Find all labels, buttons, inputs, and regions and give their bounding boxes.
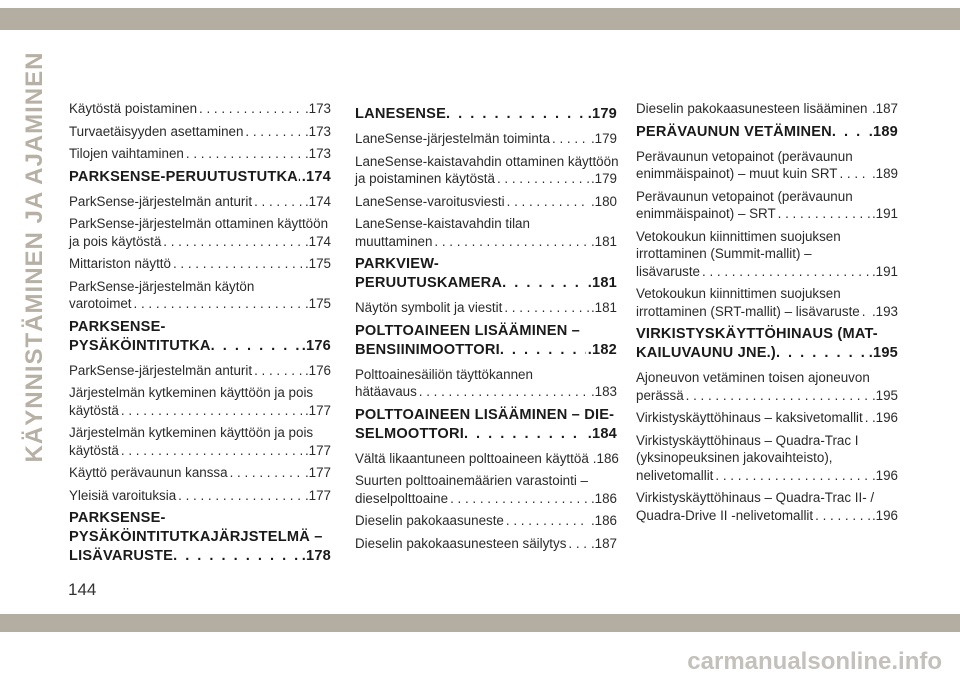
toc-entry-title: ja poistaminen käytöstä [355, 171, 495, 186]
toc-page-ref: .179 [590, 131, 617, 146]
bottom-band [0, 614, 960, 632]
toc-entry-line: Suurten polttoainemäärien varastointi – [355, 473, 588, 488]
toc-entry-title: PARKSENSE-PERUUTUSTUTKA [69, 168, 298, 185]
toc-entry[interactable] [69, 193, 331, 211]
toc-entry-title: LaneSense-varoitusviesti [355, 193, 505, 209]
toc-entry[interactable] [636, 285, 898, 320]
toc-entry[interactable] [69, 123, 331, 141]
toc-entry-title: Näytön symbolit ja viestit [355, 300, 503, 315]
dot-leader [502, 299, 589, 317]
chapter-title: KÄYNNISTÄMINEN JA AJAMINEN [21, 51, 48, 463]
chapter-side-tab [20, 51, 50, 463]
toc-entry-title: Dieselin pakokaasunesteen säilytys [355, 535, 567, 551]
dot-leader [713, 467, 870, 485]
toc-entry[interactable] [636, 100, 898, 118]
page-number: 144 [68, 580, 97, 599]
toc-entry-line: POLTTOAINEEN LISÄÄMINEN – DIE- [355, 406, 615, 423]
toc-page-ref: .174 [304, 193, 331, 209]
toc-entry[interactable] [69, 424, 331, 459]
dot-leader [500, 341, 586, 360]
toc-entry[interactable] [636, 489, 898, 524]
dot-leader [837, 165, 869, 183]
toc-page-ref: .196 [871, 410, 898, 425]
dot-leader [252, 362, 303, 380]
toc-entry-line: PYSÄKÖINTITUTKAJÄRJSTELMÄ – [69, 529, 323, 545]
dot-leader [417, 383, 589, 401]
toc-page-ref: .177 [304, 487, 331, 503]
toc-entry-title: LANESENSE [355, 106, 447, 122]
toc-entry-line: LaneSense-kaistavahdin ottaminen käyttöön [355, 153, 619, 169]
toc-entry-line: PARKSENSE- [69, 318, 166, 335]
dot-leader [243, 123, 303, 141]
toc-entry[interactable] [636, 148, 898, 183]
toc-column-2 [355, 100, 617, 557]
toc-entry-title: irrottaminen (SRT-mallit) – lisävaruste [636, 303, 860, 319]
toc-section-heading[interactable] [69, 168, 331, 187]
top-band [0, 8, 960, 30]
toc-page-ref: .187 [871, 101, 898, 116]
toc-entry[interactable] [355, 512, 617, 530]
toc-entry-title: lisävaruste [636, 263, 701, 279]
toc-entry[interactable] [69, 278, 331, 313]
dot-leader [161, 233, 303, 251]
dot-leader [550, 130, 589, 148]
toc-section-heading[interactable] [69, 318, 331, 356]
toc-entry-title: ParkSense-järjestelmän anturit [69, 362, 253, 378]
toc-page-ref: .186 [592, 450, 619, 466]
toc-entry-line: Virkistyskäyttöhinaus – Quadra-Trac II- / [636, 490, 875, 505]
toc-entry-title: käytöstä [69, 402, 119, 418]
toc-entry-title: käytöstä [69, 442, 119, 458]
toc-entry-title: perässä [636, 387, 684, 403]
toc-page-ref: .181 [590, 300, 617, 315]
toc-entry-line: VIRKISTYSKÄYTTÖHINAUS (MAT- [636, 326, 878, 342]
toc-page-ref: .175 [304, 296, 331, 311]
toc-entry-title: LaneSense-järjestelmän toiminta [355, 131, 551, 146]
toc-page-ref: .183 [590, 384, 617, 399]
toc-entry[interactable] [636, 228, 898, 281]
toc-page-ref: .174 [304, 233, 331, 249]
dot-leader [813, 507, 870, 525]
toc-section-heading[interactable] [355, 322, 617, 360]
toc-entry-title: Virkistyskäyttöhinaus – kaksivetomallit [636, 410, 863, 425]
toc-page-ref: .173 [304, 146, 331, 161]
toc-entry-title: BENSIINIMOOTTORI [355, 341, 500, 358]
toc-entry[interactable] [69, 384, 331, 419]
toc-entry-title: Dieselin pakokaasuneste [355, 513, 504, 528]
toc-page-ref: .184 [587, 425, 617, 442]
toc-entry-title: Käyttö perävaunun kanssa [69, 465, 228, 480]
toc-entry[interactable] [355, 450, 617, 468]
toc-page-ref: .196 [871, 507, 898, 523]
toc-entry-line: irrottaminen (Summit-mallit) – [636, 246, 812, 261]
toc-page-ref: .174 [301, 168, 331, 185]
toc-page-ref: .196 [871, 467, 898, 483]
toc-page-ref: .177 [304, 402, 331, 418]
toc-page-ref: .177 [304, 465, 331, 480]
dot-leader [504, 512, 589, 530]
toc-entry[interactable] [355, 535, 617, 553]
dot-leader [684, 387, 870, 405]
toc-entry-line: POLTTOAINEEN LISÄÄMINEN – [355, 322, 581, 339]
dot-leader [776, 344, 867, 363]
dot-leader [173, 547, 300, 566]
toc-entry-title: enimmäispainot) – muut kuin SRT [636, 166, 838, 181]
toc-entry-line: Perävaunun vetopainot (perävaunun [636, 148, 853, 164]
toc-page-ref: .182 [587, 341, 617, 358]
dot-leader [566, 535, 589, 553]
dot-leader [776, 205, 870, 223]
toc-entry-title: ParkSense-järjestelmän anturit [69, 193, 253, 209]
toc-entry-title: ja pois käytöstä [69, 233, 162, 249]
watermark: carmanualsonline.info [687, 648, 942, 675]
toc-column-1 [69, 100, 331, 572]
toc-entry-title: enimmäispainot) – SRT [636, 206, 776, 221]
toc-section-heading[interactable] [69, 509, 331, 566]
toc-entry-line: PARKVIEW- [355, 256, 439, 272]
toc-page-ref: .175 [304, 256, 331, 271]
toc-entry[interactable] [355, 366, 617, 401]
toc-entry-title: muuttaminen [355, 233, 433, 249]
toc-entry[interactable] [69, 464, 331, 482]
toc-entry[interactable] [69, 362, 331, 380]
toc-entry[interactable] [355, 193, 617, 211]
dot-leader [228, 464, 303, 482]
toc-entry[interactable] [355, 130, 617, 148]
toc-page-ref: .186 [590, 513, 617, 528]
toc-page-ref: .179 [590, 171, 617, 186]
toc-entry-title: PERUUTUSKAMERA [355, 275, 503, 291]
toc-page-ref: .186 [590, 490, 617, 506]
toc-entry[interactable] [355, 215, 617, 250]
toc-page-ref: .176 [304, 362, 331, 378]
toc-page-ref: .195 [868, 345, 898, 361]
toc-entry-title: Vältä likaantuneen polttoaineen käyttöä [355, 450, 589, 466]
toc-entry-title: Mittariston näyttö [69, 256, 171, 271]
toc-entry[interactable] [636, 188, 898, 223]
dot-leader [464, 425, 586, 444]
toc-page-ref: .178 [301, 548, 331, 564]
dot-leader [860, 303, 870, 321]
toc-entry[interactable] [355, 299, 617, 317]
dot-leader [184, 145, 303, 163]
toc-entry[interactable] [636, 409, 898, 427]
toc-entry-line: ParkSense-järjestelmän käytön [69, 278, 255, 294]
toc-entry-title: varotoimet [69, 296, 132, 311]
toc-entry-title: PERÄVAUNUN VETÄMINEN [636, 123, 832, 140]
toc-page-ref: .191 [871, 206, 898, 221]
toc-entry-title: LISÄVARUSTE [69, 548, 174, 564]
toc-entry-title: Tilojen vaihtaminen [69, 146, 184, 161]
dot-leader [119, 442, 303, 460]
toc-page-ref: .189 [871, 166, 898, 181]
toc-entry-line: Vetokoukun kiinnittimen suojuksen [636, 228, 841, 244]
toc-entry-line: PARKSENSE- [69, 510, 166, 526]
dot-leader [119, 402, 303, 420]
toc-column-3 [636, 100, 898, 529]
toc-entry-line: Polttoainesäiliön täyttökannen [355, 366, 533, 382]
toc-page-ref: .179 [587, 106, 617, 122]
toc-page-ref: .187 [590, 535, 617, 551]
toc-entry[interactable] [355, 472, 617, 507]
toc-entry[interactable] [355, 153, 617, 188]
toc-entry[interactable] [69, 487, 331, 505]
toc-entry[interactable] [69, 145, 331, 163]
toc-section-heading[interactable] [636, 123, 898, 142]
toc-page-ref: .193 [871, 303, 898, 319]
dot-leader [197, 100, 303, 118]
toc-entry-title: nelivetomallit [636, 467, 714, 483]
toc-entry-line: Virkistyskäyttöhinaus – Quadra-Trac I [636, 432, 859, 448]
dot-leader [448, 490, 589, 508]
toc-section-heading[interactable] [355, 105, 617, 124]
dot-leader [252, 193, 303, 211]
toc-section-heading[interactable] [636, 325, 898, 363]
toc-entry-title: Dieselin pakokaasunesteen lisääminen [636, 101, 868, 116]
toc-page-ref: .177 [304, 442, 331, 458]
toc-entry-title: SELMOOTTORI [355, 425, 464, 442]
dot-leader [432, 233, 589, 251]
toc-page-ref: .180 [590, 193, 617, 209]
toc-entry-title: Yleisiä varoituksia [69, 487, 177, 503]
toc-entry-title: KAILUVAUNU JNE.) [636, 345, 776, 361]
dot-leader [446, 105, 586, 124]
toc-page-ref: .173 [304, 101, 331, 116]
toc-entry[interactable] [636, 432, 898, 485]
toc-entry-title: dieselpolttoaine [355, 490, 449, 506]
toc-section-heading[interactable] [355, 406, 617, 444]
toc-page-ref: .191 [871, 263, 898, 279]
dot-leader [502, 274, 586, 293]
dot-leader [832, 123, 867, 142]
dot-leader [171, 255, 303, 273]
toc-page-ref: .181 [587, 275, 617, 291]
toc-page-ref: .176 [301, 337, 331, 354]
toc-entry-line: LaneSense-kaistavahdin tilan [355, 216, 530, 231]
dot-leader [495, 170, 589, 188]
toc-entry-line: Perävaunun vetopainot (perävaunun [636, 188, 853, 204]
toc-entry-line: ParkSense-järjestelmän ottaminen käyttöön [69, 216, 329, 231]
toc-entry-title: Turvaetäisyyden asettaminen [69, 123, 244, 139]
toc-entry[interactable] [636, 369, 898, 404]
toc-entry[interactable] [69, 215, 331, 250]
toc-entry-title: hätäavaus [355, 384, 417, 399]
toc-entry-title: Käytöstä poistaminen [69, 101, 198, 116]
toc-entry-line: Vetokoukun kiinnittimen suojuksen [636, 286, 841, 301]
toc-page-ref: .181 [590, 233, 617, 249]
toc-entry[interactable] [69, 255, 331, 273]
toc-entry-title: Quadra-Drive II -nelivetomallit [636, 507, 814, 523]
toc-entry-line: Järjestelmän kytkeminen käyttöön ja pois [69, 385, 314, 400]
toc-entry[interactable] [69, 100, 331, 118]
toc-page-ref: .189 [868, 123, 898, 140]
dot-leader [132, 295, 303, 313]
dot-leader [700, 263, 870, 281]
toc-entry-line: Järjestelmän kytkeminen käyttöön ja pois [69, 425, 314, 440]
dot-leader [176, 487, 303, 505]
dot-leader [863, 409, 870, 427]
toc-page-ref: .173 [304, 123, 331, 139]
toc-entry-title: PYSÄKÖINTITUTKA [69, 337, 211, 354]
dot-leader [505, 193, 589, 211]
toc-section-heading[interactable] [355, 255, 617, 293]
toc-entry-line: Ajoneuvon vetäminen toisen ajoneuvon [636, 370, 870, 385]
toc-entry-line: (yksinopeuksinen jakovaihteisto), [636, 450, 833, 465]
dot-leader [211, 337, 300, 356]
toc-page-ref: .195 [871, 387, 898, 403]
